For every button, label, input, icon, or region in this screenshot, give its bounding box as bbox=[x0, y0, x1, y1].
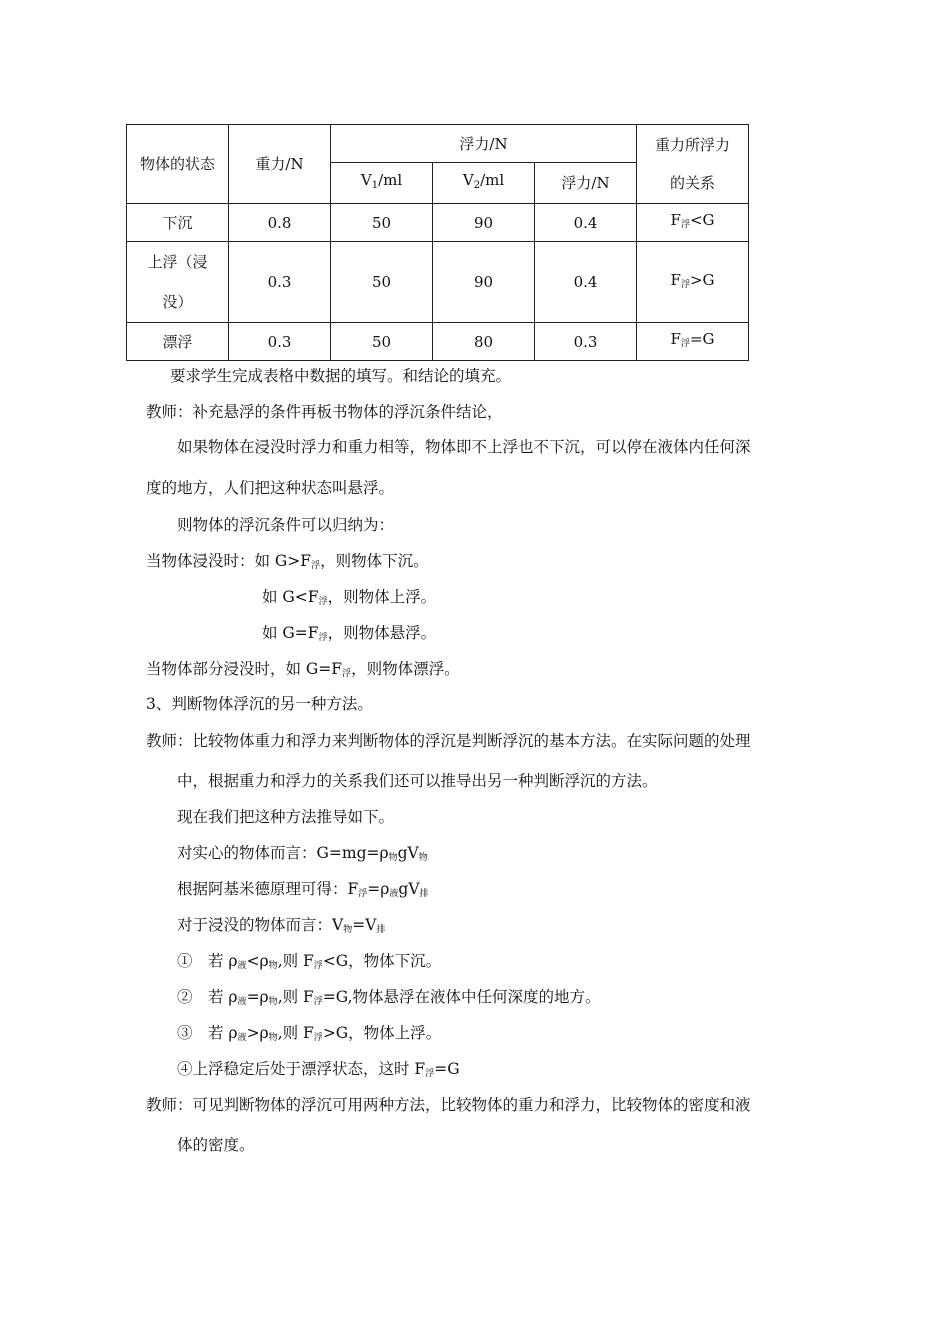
rule-sub: 物 bbox=[268, 1033, 278, 1043]
cell-state bbox=[127, 242, 229, 323]
relation-rest: <G bbox=[689, 211, 715, 229]
cell-state: 漂浮 bbox=[127, 323, 229, 361]
rule-text: <ρ bbox=[246, 952, 269, 970]
condition-sub: 浮 bbox=[311, 561, 321, 571]
formula-sub: 物 bbox=[388, 853, 398, 863]
cell-state: 下沉 bbox=[127, 204, 229, 242]
header-v1-sub: 1 bbox=[371, 180, 379, 191]
paragraph-teacher-2-line2: 中，根据重力和浮力的关系我们还可以推导出另一种判断浮沉的方法。 bbox=[177, 772, 658, 790]
relation-f: F bbox=[670, 330, 681, 348]
relation-f: F bbox=[670, 270, 681, 289]
formula-text: gV bbox=[397, 844, 419, 862]
rule-text: ,则 F bbox=[277, 1024, 314, 1042]
rule-text: ② 若 ρ bbox=[177, 988, 238, 1006]
cell-buoyancy: 0.3 bbox=[535, 323, 637, 361]
buoyancy-table bbox=[126, 124, 749, 361]
condition-sub: 浮 bbox=[318, 597, 328, 607]
formula-sub: 物 bbox=[343, 925, 353, 935]
paragraph-instruction: 要求学生完成表格中数据的填写。和结论的填充。 bbox=[170, 367, 512, 385]
paragraph-conclusion-line1: 教师：可见判断物体的浮沉可用两种方法，比较物体的重力和浮力，比较物体的密度和液 bbox=[146, 1096, 751, 1114]
header-gravity: 重力/N bbox=[229, 125, 331, 204]
formula-sub: 排 bbox=[419, 889, 429, 899]
relation-rest: =G bbox=[689, 330, 715, 348]
rule-text: =G,物体悬浮在液体中任何深度的地方。 bbox=[322, 988, 601, 1006]
cell-state-line1: 上浮（浸 bbox=[147, 253, 208, 271]
condition-text: ，则物体下沉。 bbox=[320, 552, 429, 570]
condition-text: 当物体浸没时：如 G>F bbox=[146, 552, 312, 570]
formula-sub: 浮 bbox=[358, 889, 368, 899]
cell-v2: 90 bbox=[433, 204, 535, 242]
condition-suspend bbox=[262, 623, 436, 648]
table-row bbox=[127, 204, 749, 242]
rule-text: ① 若 ρ bbox=[177, 952, 238, 970]
rule-4 bbox=[177, 1059, 460, 1084]
rule-3 bbox=[177, 1023, 441, 1048]
formula-volume bbox=[177, 915, 385, 940]
rule-sub: 液 bbox=[237, 1033, 247, 1043]
rule-sub: 浮 bbox=[425, 1069, 435, 1079]
rule-text: >G，物体上浮。 bbox=[322, 1024, 442, 1042]
relation-sub: 浮 bbox=[680, 279, 690, 290]
paragraph-teacher-1: 教师：补充悬浮的条件再板书物体的浮沉条件结论， bbox=[146, 403, 503, 421]
formula-sub: 液 bbox=[389, 889, 399, 899]
rule-sub: 液 bbox=[237, 997, 247, 1007]
rule-2 bbox=[177, 987, 601, 1012]
cell-v1: 50 bbox=[331, 242, 433, 323]
condition-text: ，则物体漂浮。 bbox=[351, 660, 460, 678]
header-v2-sub: 2 bbox=[473, 180, 481, 191]
formula-text: =ρ bbox=[367, 880, 390, 898]
header-buoyancy: 浮力/N bbox=[535, 163, 637, 204]
rule-text: ④上浮稳定后处于漂浮状态，这时 F bbox=[177, 1060, 426, 1078]
condition-rise bbox=[262, 587, 436, 612]
rule-text: <G，物体下沉。 bbox=[322, 952, 442, 970]
table-row bbox=[127, 242, 749, 323]
rule-text: ,则 F bbox=[277, 988, 314, 1006]
header-state: 物体的状态 bbox=[127, 125, 229, 204]
formula-gravity bbox=[177, 843, 428, 868]
formula-sub: 排 bbox=[376, 925, 386, 935]
condition-sub: 浮 bbox=[318, 633, 328, 643]
formula-text: =V bbox=[352, 916, 377, 934]
rule-1 bbox=[177, 951, 441, 976]
rule-sub: 浮 bbox=[313, 997, 323, 1007]
rule-sub: 物 bbox=[268, 997, 278, 1007]
table-header-row bbox=[127, 125, 749, 163]
condition-text: ，则物体上浮。 bbox=[327, 588, 437, 606]
cell-relation bbox=[637, 242, 749, 323]
rule-text: >ρ bbox=[246, 1024, 269, 1042]
relation-sub: 浮 bbox=[680, 220, 690, 230]
condition-text: 如 G<F bbox=[262, 588, 319, 606]
table-row bbox=[127, 323, 749, 361]
paragraph-suspension-line2: 度的地方，人们把这种状态叫悬浮。 bbox=[146, 479, 395, 497]
relation-f: F bbox=[670, 211, 681, 229]
header-relation bbox=[637, 125, 749, 204]
paragraph-summary: 则物体的浮沉条件可以归纳为： bbox=[177, 516, 395, 534]
rule-text: ③ 若 ρ bbox=[177, 1024, 238, 1042]
rule-sub: 浮 bbox=[313, 1033, 323, 1043]
rule-sub: 物 bbox=[268, 961, 278, 971]
rule-text: ,则 F bbox=[277, 952, 314, 970]
paragraph-suspension-line1: 如果物体在浸没时浮力和重力相等，物体即不上浮也不下沉，可以停在液体内任何深 bbox=[177, 438, 751, 456]
header-v1-symbol: V bbox=[360, 171, 372, 189]
header-relation-line1: 重力所浮力 bbox=[655, 136, 731, 154]
cell-relation bbox=[637, 204, 749, 242]
header-v2-symbol: V bbox=[462, 171, 474, 189]
rule-sub: 液 bbox=[237, 961, 247, 971]
cell-relation bbox=[637, 323, 749, 361]
header-v1 bbox=[331, 163, 433, 204]
formula-text: 对实心的物体而言：G=mg=ρ bbox=[177, 844, 389, 862]
rule-text: =ρ bbox=[246, 988, 269, 1006]
paragraph-teacher-2-line1: 教师：比较物体重力和浮力来判断物体的浮沉是判断浮沉的基本方法。在实际问题的处理 bbox=[146, 732, 751, 750]
cell-v2: 80 bbox=[433, 323, 535, 361]
relation-sub: 浮 bbox=[680, 339, 690, 349]
condition-sink bbox=[146, 551, 429, 576]
rule-sub: 浮 bbox=[313, 961, 323, 971]
header-v2 bbox=[433, 163, 535, 204]
condition-text: 当物体部分浸没时，如 G=F bbox=[146, 660, 343, 678]
formula-text: gV bbox=[398, 880, 420, 898]
formula-archimedes bbox=[177, 879, 429, 904]
header-relation-line2: 的关系 bbox=[670, 174, 716, 192]
paragraph-conclusion-line2: 体的密度。 bbox=[177, 1136, 255, 1154]
cell-gravity: 0.3 bbox=[229, 242, 331, 323]
condition-text: 如 G=F bbox=[262, 624, 319, 642]
cell-gravity: 0.3 bbox=[229, 323, 331, 361]
cell-buoyancy: 0.4 bbox=[535, 204, 637, 242]
cell-v1: 50 bbox=[331, 323, 433, 361]
condition-sub: 浮 bbox=[342, 669, 352, 679]
condition-float bbox=[146, 659, 460, 684]
header-v1-unit: /ml bbox=[378, 171, 403, 189]
cell-gravity: 0.8 bbox=[229, 204, 331, 242]
condition-text: ，则物体悬浮。 bbox=[327, 624, 437, 642]
paragraph-derive: 现在我们把这种方法推导如下。 bbox=[177, 808, 395, 826]
header-v2-unit: /ml bbox=[480, 171, 505, 189]
rule-text: =G bbox=[434, 1060, 460, 1078]
cell-v2: 90 bbox=[433, 242, 535, 323]
cell-buoyancy: 0.4 bbox=[535, 242, 637, 323]
header-buoyancy-group: 浮力/N bbox=[331, 125, 637, 163]
formula-sub: 物 bbox=[418, 853, 428, 863]
relation-rest: >G bbox=[689, 270, 715, 289]
cell-state-line2: 没） bbox=[162, 293, 193, 311]
formula-text: 根据阿基米德原理可得：F bbox=[177, 880, 359, 898]
section-heading-3: 3、判断物体浮沉的另一种方法。 bbox=[146, 695, 373, 713]
cell-v1: 50 bbox=[331, 204, 433, 242]
formula-text: 对于浸没的物体而言：V bbox=[177, 916, 344, 934]
